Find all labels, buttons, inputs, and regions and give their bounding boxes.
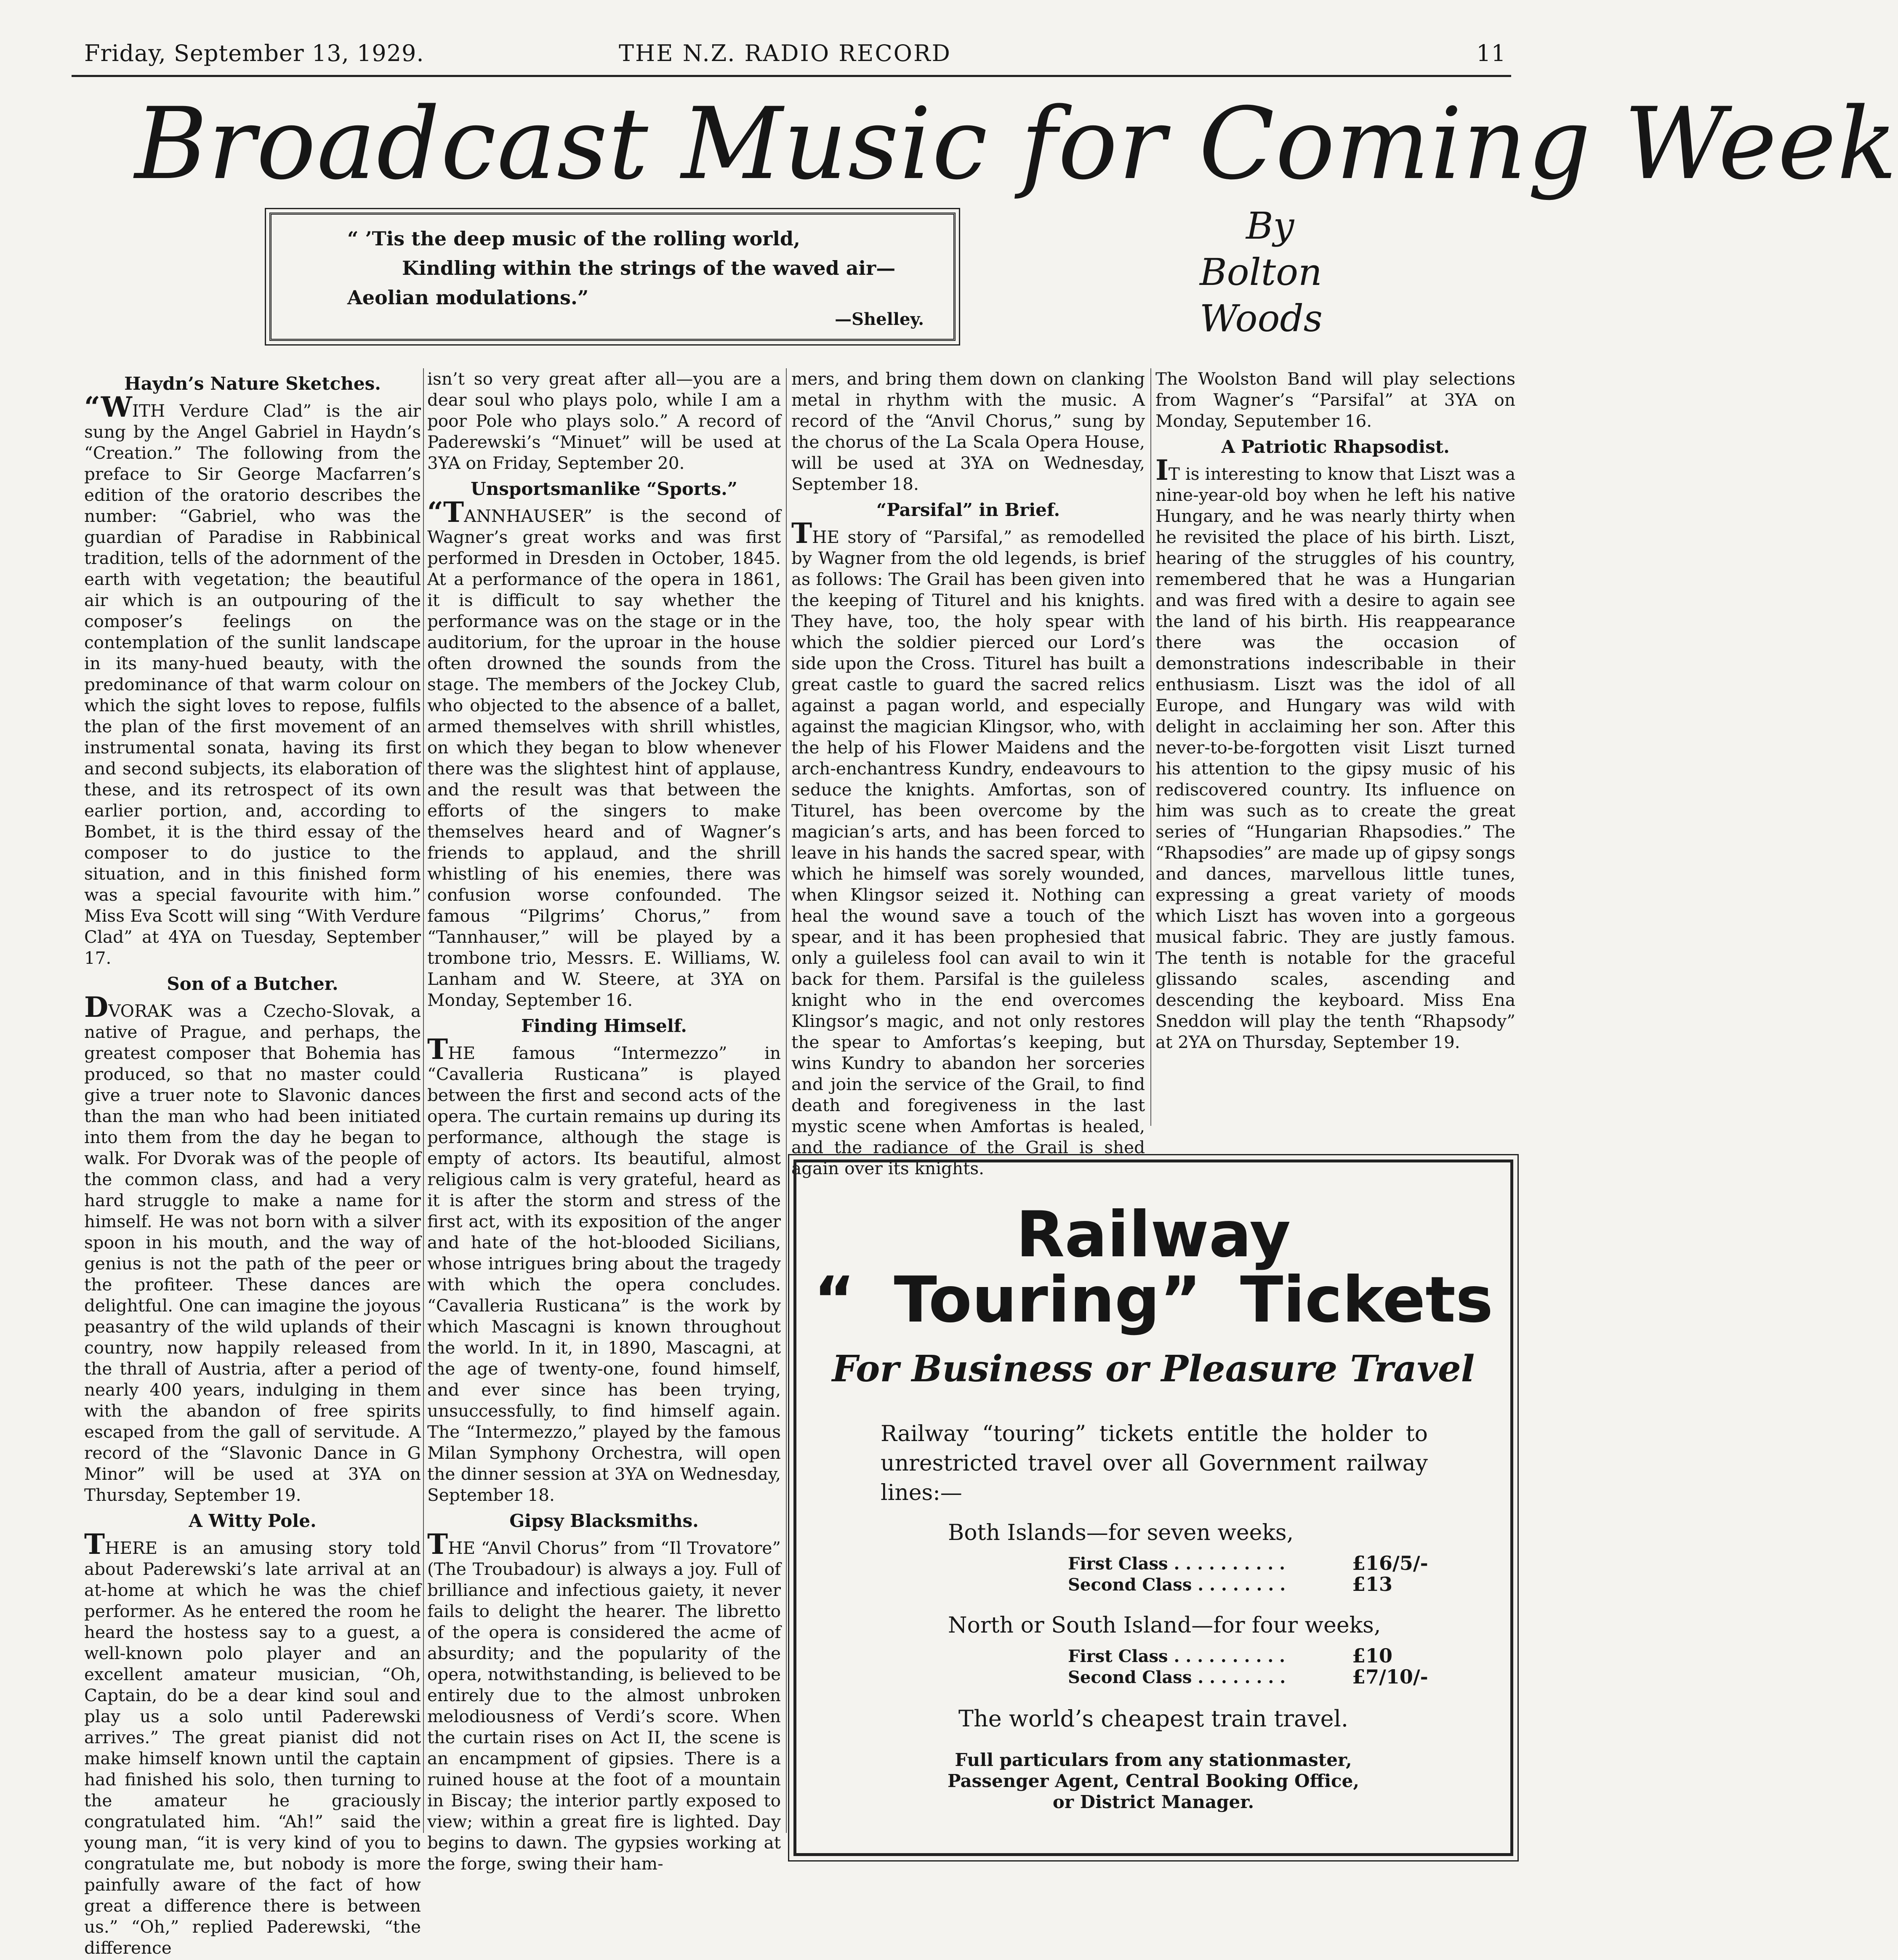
quote-line-2: Kindling within the strings of the waved air— (402, 257, 896, 279)
ad-ns-second-price: £7/10/- (1352, 1665, 1428, 1688)
ad-headline-railway: Railway (1016, 1198, 1291, 1271)
heading-unsportsmanlike: Unsportsmanlike “Sports.” (471, 479, 737, 499)
ad-both-second-label: Second Class . . . . . . . . (1068, 1575, 1286, 1595)
heading-rhapsodist: A Patriotic Rhapsodist. (1221, 436, 1450, 457)
drop-cap: D (84, 991, 109, 1024)
heading-finding-himself: Finding Himself. (521, 1016, 687, 1036)
article-woolston: The Woolston Band will play selections from Wagner’s “Parsifal” at 3YA on Monday, Seputember 16. (1155, 369, 1515, 431)
ad-subtitle: For Business or Pleasure Travel (832, 1348, 1475, 1390)
quote-box (269, 213, 956, 341)
quote-line-3: Aeolian modulations.” (347, 286, 589, 309)
ad-north-south-heading: North or South Island—for four weeks, (948, 1613, 1381, 1638)
heading-witty-pole: A Witty Pole. (189, 1511, 317, 1531)
article-intermezzo (427, 1033, 781, 1505)
heading-gipsy: Gipsy Blacksmiths. (509, 1511, 699, 1531)
ad-cheapest-travel: The world’s cheapest train travel. (958, 1705, 1349, 1732)
ad-both-first-price: £16/5/- (1352, 1552, 1428, 1574)
article-text: HE “Anvil Chorus” from “Il Trovatore” (The Troubadour) is always a joy. Full of brilliance and infectious gaiety, it never fails to delight the hearer. The libretto of the opera is considered the acme of absurdity; and the popularity of the opera, notwithstanding, is believed to be entirely due to the almost unbroken melodiousness of Verdi’s score. When the curtain rises on Act II, the scene is an encampment of gipsies. There is a ruined house at the foot of a mountain in Biscay; the interior partly exposed to view; within a great fire is lighted. Day begins to dawn. The gypsies working at the forge, swing their ham- (427, 1538, 781, 1874)
article-text: ITH Verdure Clad” is the air sung by the Angel Gabriel in Haydn’s “Creation.” The following from the preface to Sir George Macfarren’s edition of the oratorio describes the number: “Gabriel, who was the guardian of Paradise in Rabbinical tradition, tells of the adornment of the earth with vegetation; the beautiful air which is an outpouring of the composer’s feelings on the contemplation of the sunlit landscape in its many-hued beauty, with the predominance of that warm colour on which the sight loves to repose, fulfils the plan of the first movement of an instrumental sonata, having its first and second subjects, its elaboration of these, and its retrospect of its own earlier portion, and, according to Bombet, it is the third essay of the composer to do justice to the situation, and in this finished form was a special favourite with him.” Miss Eva Scott will sing “With Verdure Clad” at 4YA on Tuesday, September 17. (84, 401, 421, 968)
drop-cap: T (84, 1528, 105, 1561)
ad-headline-touring-tickets: “ Touring” Tickets (813, 1263, 1493, 1337)
page-title: Broadcast Music for Coming Week (135, 87, 1898, 202)
railway-advertisement (793, 1160, 1513, 1856)
drop-cap: I (1155, 454, 1169, 487)
column-divider (1150, 368, 1151, 1126)
article-anvil-cont: mers, and bring them down on clanking metal in rhythm with the music. A record of the “Anvil Chorus,” sung by the chorus of the La Scala Opera House, will be used at 3YA on Wednesday, September 18. (791, 369, 1145, 494)
header-publication: THE N.Z. RADIO RECORD (619, 40, 951, 66)
heading-haydn: Haydn’s Nature Sketches. (124, 373, 381, 394)
ad-ns-second-label: Second Class . . . . . . . . (1068, 1667, 1286, 1687)
byline-by: By (1246, 204, 1294, 247)
drop-cap: “T (427, 496, 464, 529)
heading-parsifal: “Parsifal” in Brief. (876, 500, 1060, 520)
article-dvorak (84, 991, 421, 1505)
article-paderewski-cont: isn’t so very great after all—you are a dear soul who plays polo, while I am a poor Pole who plays solo.” A record of Paderewski’s “Minuet” will be used at 3YA on Friday, September 20. (427, 369, 781, 473)
header-page-number: 11 (1476, 40, 1506, 66)
ad-both-islands-heading: Both Islands—for seven weeks, (948, 1520, 1294, 1545)
column-4 (1155, 368, 1515, 1054)
drop-cap: T (427, 1033, 448, 1066)
article-parsifal (791, 517, 1145, 1179)
heading-butcher: Son of a Butcher. (167, 973, 338, 994)
ad-footer-line-1: Full particulars from any stationmaster, (955, 1750, 1352, 1770)
column-divider (423, 368, 424, 1833)
byline-last: Woods (1200, 297, 1323, 340)
article-text: HE story of “Parsifal,” as remodelled by Wagner from the old legends, is brief as follows: The Grail has been given into the keeping of Titurel and his knights. They have, too, the holy spear with which the soldier pierced our Lord’s side upon the Cross. Titurel has built a great castle to guard the sacred relics against a pagan world, and especially against the magician Klingsor, who, with the help of his Flower Maidens and the arch-enchantress Kundry, endeavours to seduce the knights. Amfortas, son of Titurel, has been overcome by the magician’s arts, and has been forced to leave in his hands the sacred spear, with which he himself was sorely wounded, when Klingsor seized it. Nothing can heal the wound save a touch of the spear, and it has been prophesied that only a guileless fool can avail to win it back for them. Parsifal is the guileless knight who in the end overcomes Klingsor’s magic, and not only restores the spear to Amfortas’s keeping, but wins Kundry to abandon her sorceries and join the service of the Grail, to find death and foregiveness in the last mystic scene when Amfortas is healed, and the radiance of the Grail is shed again over its knights. (791, 527, 1145, 1178)
article-liszt (1155, 454, 1515, 1053)
ad-both-second-price: £13 (1352, 1573, 1393, 1596)
drop-cap: “W (84, 391, 132, 423)
column-divider (786, 368, 787, 1833)
article-paderewski (84, 1528, 421, 1958)
header-rule (72, 75, 1511, 77)
article-text: VORAK was a Czecho-Slovak, a native of Prague, and perhaps, the greatest composer that Bohemia has produced, so that no master could give a truer note to Slavonic dances than the man who had been initiated into them from the day he began to walk. For Dvorak was of the people of the common class, and had a very hard struggle to make a name for himself. He was not born with a silver spoon in his mouth, and the way of genius is not the path of the peer or the profiteer. These dances are delightful. One can imagine the joyous peasantry of the wild uplands of their country, now happily released from the thrall of Austria, after a period of nearly 400 years, indulging in them with the abandon of free spirits escaped from the gall of servitude. A record of the “Slavonic Dance in G Minor” will be used at 3YA on Thursday, September 19. (84, 1001, 421, 1505)
ad-footer-line-3: or District Manager. (1052, 1792, 1254, 1812)
article-haydn (84, 391, 421, 968)
column-1 (84, 368, 421, 1960)
drop-cap: T (791, 517, 812, 550)
ad-footer-line-2: Passenger Agent, Central Booking Office, (948, 1771, 1359, 1791)
quote-line-1: “ ’Tis the deep music of the rolling world, (347, 227, 801, 250)
header-date: Friday, September 13, 1929. (84, 40, 424, 66)
article-anvil (427, 1528, 781, 1874)
column-3 (791, 368, 1145, 1181)
ad-both-first-label: First Class . . . . . . . . . . (1068, 1554, 1286, 1574)
column-2 (427, 368, 781, 1876)
quote-attribution: —Shelley. (835, 309, 924, 329)
article-text: T is interesting to know that Liszt was a nine-year-old boy when he left his native Hungary, and he was nearly thirty when he revisited the place of his birth. Liszt, hearing of the struggles of his country, remembered that he was a Hungarian and was fired with a desire to again see the land of his birth. His reappearance there was the occasion of demonstrations indescribable in their enthusiasm. Liszt was the idol of all Europe, and Hungary was wild with delight in acclaiming her son. After this never-to-be-forgotten visit Liszt turned his attention to the gipsy music of his rediscovered country. Its influence on him was such as to create the great series of “Hungarian Rhapsodies.” The “Rhapsodies” are made up of gipsy songs and dances, marvellous little tunes, expressing a great variety of moods which Liszt has woven into a gorgeous musical fabric. They are justly famous. The tenth is notable for the graceful glissando scales, ascending and descending the keyboard. Miss Ena Sneddon will play the tenth “Rhapsody” at 2YA on Thursday, September 19. (1155, 464, 1515, 1052)
article-text: ANNHAUSER” is the second of Wagner’s great works and was first performed in Dresden in October, 1845. At a performance of the opera in 1861, it is difficult to say whether the performance was on the stage or in the auditorium, for the uproar in the house often drowned the sounds from the stage. The members of the Jockey Club, who objected to the absence of a ballet, armed themselves with shrill whistles, on which they began to blow whenever there was the slightest hint of applause, and the result was that between the efforts of the singers to make themselves heard and of Wagner’s friends to applaud, and the shrill whistling of his enemies, there was confusion worse confounded. The famous “Pilgrims’ Chorus,” from “Tannhauser,” will be played by a trombone trio, Messrs. E. Williams, W. Lanham and W. Steere, at 3YA on Monday, September 16. (427, 506, 781, 1010)
ad-ns-first-price: £10 (1352, 1644, 1393, 1667)
byline-first: Bolton (1200, 250, 1322, 294)
article-text: HERE is an amusing story told about Paderewski’s late arrival at an at-home at which he was the chief performer. As he entered the room he heard the hostess say to a guest, a well-known polo player and an excellent amateur musician, “Oh, Captain, do be a dear kind soul and play us a solo until Paderewski arrives.” The great pianist did not make himself known until the captain had finished his solo, then turning to the amateur he graciously congratulated him. “Ah!” said the young man, “it is very kind of you to congratulate me, but nobody is more painfully aware of the fact of how great a difference there is between us.” “Oh,” replied Paderewski, “the difference (84, 1538, 421, 1958)
drop-cap: T (427, 1528, 448, 1561)
article-text: HE famous “Intermezzo” in “Cavalleria Rusticana” is played between the first and second acts of the opera. The curtain remains up during its performance, although the stage is empty of actors. Its beautiful, almost religious calm is very grateful, heard as it is after the storm and stress of the first act, with its exposition of the anger and hate of the hot-blooded Sicilians, whose intrigues bring about the tragedy with which the opera concludes. “Cavalleria Rusticana” is the work by which Mascagni is known throughout the world. In it, in 1890, Mascagni, at the age of twenty-one, found himself, and ever since has been trying, unsuccessfully, to find himself again. The “Intermezzo,” played by the famous Milan Symphony Orchestra, will open the dinner session at 3YA on Wednesday, September 18. (427, 1043, 781, 1505)
ad-intro: Railway “touring” tickets entitle the holder to unrestricted travel over all Government railway lines:— (881, 1421, 1428, 1505)
ad-ns-first-label: First Class . . . . . . . . . . (1068, 1646, 1286, 1666)
article-tannhauser (427, 496, 781, 1011)
